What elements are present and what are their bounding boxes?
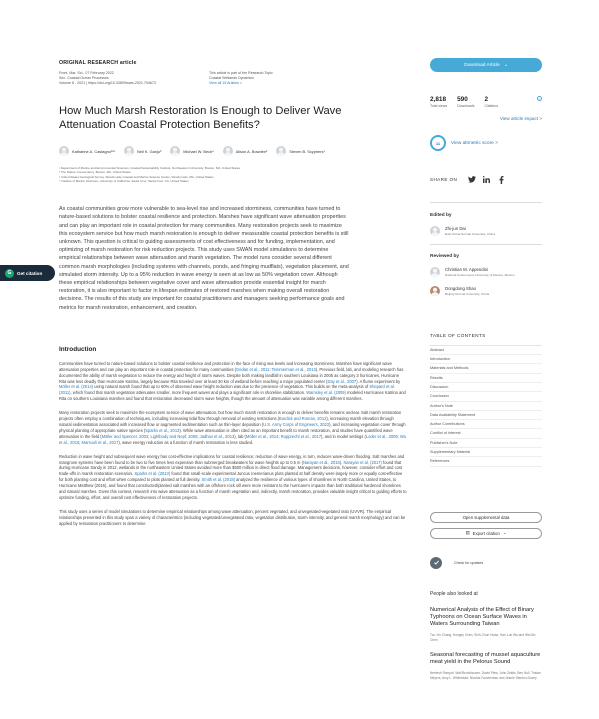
toc-item[interactable]: Introduction — [430, 355, 542, 364]
recommended-article[interactable] — [430, 607, 542, 642]
section-line: Sec. Coastal Ocean Processes — [59, 76, 109, 80]
reviewer-affiliation: Beijing Normal University, China — [445, 291, 490, 296]
introduction-paragraph — [59, 410, 407, 445]
article-sidebar — [430, 58, 542, 680]
author-entry[interactable] — [59, 146, 115, 156]
reference-link[interactable]: Smith et al. (2018) — [201, 477, 235, 483]
author-name: Michael W. Beck⁴ — [183, 148, 214, 154]
reference-link[interactable]: U.S. Army Corps of Engineers, 2022 — [263, 421, 330, 427]
export-icon: ▤ — [465, 530, 470, 536]
paragraph-text: using natural marsh found that up to 60% of observed wave height reduction was due to the presence of vegetation. This builds on the meta-analysis of — [93, 384, 370, 390]
reference-link[interactable]: Wu et al., 2016 — [59, 433, 407, 445]
reference-link[interactable]: Narayan et al., 2016 — [302, 459, 340, 465]
recommended-title[interactable]: Seasonal forecasting of mussel aquaculture meat yield in the Pelorus Sound — [430, 652, 541, 666]
paragraph-text: analyzed the resilience of various types of shorelines in North Carolina, United States, to Hurricane Matthew (2016), and found that constructed/planted salt marshes with an offshore rock sill were more resistant to the hurricane's impacts than both traditional hardened shorelines and natural marshes. Given this context, research into wave attenuation as a function of marsh vegetation and, indirectly, marsh restoration, provides valuable insight critical to guiding efforts to optimize funding, effort, and overall cost effectiveness of restoration projects. — [59, 477, 407, 500]
reference-link[interactable]: Loder et al., 2009 — [365, 433, 398, 439]
author-name: Katharine A. Castagno¹²* — [72, 148, 116, 154]
supplemental-label: Open supplemental data — [462, 514, 510, 520]
people-also-looked-heading: People also looked at — [430, 590, 478, 597]
view-article-impact-link[interactable]: View article impact > — [499, 116, 542, 121]
recommended-articles — [430, 607, 542, 681]
export-citation-label: Export citation — [472, 530, 500, 536]
avatar — [430, 286, 440, 296]
reference-link[interactable]: Shepard et al. (2011) — [59, 384, 395, 396]
paragraph-text: ), wave energy reduction as a function of marsh restoration is less studied. — [118, 439, 254, 445]
toc-item[interactable]: Materials and Methods — [430, 364, 542, 373]
paragraph-text: ), and increasing vegetation cover through physical planting of appropriate native species ( — [59, 421, 406, 433]
toc-item[interactable]: Abstract — [430, 346, 542, 355]
journal-line: Front. Mar. Sci., 07 February 2022 — [59, 71, 114, 75]
author-entry[interactable] — [223, 146, 268, 156]
metric-item — [484, 96, 498, 108]
introduction-paragraph — [59, 361, 407, 402]
article-type: ORIGINAL RESEARCH article — [59, 60, 137, 66]
avatar — [276, 146, 286, 156]
export-citation-button[interactable] — [430, 528, 542, 539]
reviewer-affiliation: National Autonomous University of Mexico, Mexico — [445, 273, 515, 278]
introduction-body — [59, 361, 409, 527]
share-bar — [430, 175, 542, 184]
avatar — [430, 267, 440, 277]
altmetric-badge-icon[interactable]: 11 — [430, 135, 446, 151]
chevron-down-icon: ⌄ — [503, 62, 508, 68]
reference-link[interactable]: Lightbody and Nepf, 2006 — [150, 433, 198, 439]
metric-value: 590 — [457, 96, 468, 103]
paragraph-text: ). While wave attenuation is often cited as an important benefit to marsh restoration, and studies have quantified wave attenuation in the field ( — [59, 427, 393, 439]
reference-link[interactable]: Burdick and Roman, 2012 — [279, 416, 327, 422]
topic-line: This article is part of the Research Topic — [209, 71, 273, 75]
toc-item[interactable]: Discussion — [430, 383, 542, 392]
author-name: Alison A. Bowden² — [235, 148, 268, 154]
recommended-authors: Neelesh Rampal, Wall Broekhuizen, David Plew, John Zeldis, Ben Noll, Tristan Meyers, Amy L. Whitehead, Nicolas Fauchereau and Jeanie Stenton-Dozey — [430, 671, 541, 680]
paragraph-text: found that small-scale experimental Juncus roemerianus plots planted at half density were largely more or equally cost-effective for both planting cost and effort when compared to plots planted at full density. — [59, 471, 403, 483]
reference-link[interactable]: Marsooli et al., 2017 — [81, 439, 119, 445]
citation-g-icon: G — [5, 269, 14, 278]
author-list — [59, 146, 359, 156]
edited-by-label: Edited by — [430, 212, 452, 218]
author-entry[interactable] — [276, 146, 324, 156]
journal-info — [59, 71, 209, 86]
paragraph-text: Reduction in wave height and subsequent wave energy has cost-effective implications for coastal resilience; reduction of wave energy, in turn, reduces wave-driven flooding. Salt marshes and mangrove systems have been found to be two to five times less expensive than submerged breakwaters for wave heights up to 0.5 m ( — [59, 453, 405, 465]
metric-label: Downloads — [457, 104, 475, 108]
research-topic-info — [209, 71, 273, 86]
metric-label: Total views — [430, 104, 448, 108]
paragraph-text: ). — [339, 459, 344, 465]
toc-item[interactable]: Data Availability Statement — [430, 411, 542, 420]
linkedin-icon[interactable] — [482, 175, 491, 184]
reference-link[interactable]: Gedan et al., 2011 — [236, 366, 270, 372]
article-main — [59, 60, 409, 527]
metric-item — [430, 96, 447, 108]
reference-link[interactable]: Temmerman et al., 2013 — [271, 366, 316, 372]
sidebar-divider — [430, 202, 542, 203]
view-altmetric-link[interactable]: View altmetric score > — [451, 140, 498, 146]
check-updates-label: Check for updates — [454, 560, 484, 565]
metric-value: 2 — [484, 96, 489, 103]
info-icon[interactable]: i — [537, 96, 542, 101]
paragraph-text: modeled Hurricanes Katrina and Rita on southern Louisiana marshes and found that restoration decreased storm wave heights, though the amount of attenuation was variable among different marshes. — [59, 390, 406, 402]
article-metrics — [430, 96, 542, 108]
paragraph-text: ; — [397, 433, 400, 439]
author-entry[interactable] — [170, 146, 213, 156]
recommended-title[interactable]: Numerical Analysis of the Effect of Binary Typhoons on Ocean Surface Waves in Waters Surrounding Taiwan — [430, 606, 534, 628]
affiliations — [59, 166, 409, 183]
avatar — [430, 226, 440, 236]
paragraph-text: This study uses a series of model simulations to determine empirical relationships among wave attenuation, percent vegetated, and unvegetated-vegetated ratio (UVVR). The empirical relationships presented in this study span a variety of characteristics (including vegetated/unvegetated ratio, vegetation distribution, storm intensity, and general marsh morphology) and can be applied by restoration practitioners to determine — [59, 508, 406, 526]
editor-name: Zhi-jun Dai — [445, 225, 466, 231]
avatar — [59, 146, 69, 156]
introduction-paragraph — [59, 454, 407, 501]
reviewer-details — [445, 267, 514, 277]
paragraph-text: found that during Hurricane Sandy in 2012, wetlands in the northeastern United States avoided more than $600 million in direct flood damage. Management decisions, however, consider effort and cost trade-offs in marsh restoration scenarios. — [59, 459, 403, 477]
reviewer-name: Christian M. Appendini — [445, 267, 488, 273]
avatar — [124, 146, 134, 156]
sidebar-divider — [430, 244, 542, 245]
toc-heading: TABLE OF CONTENTS — [430, 333, 486, 339]
toc-item[interactable]: Conclusion — [430, 392, 542, 401]
paragraph-text: , which found that marsh vegetation attenuates smaller, more frequent waves and plays a significant role in shoreline stabilization. — [70, 390, 307, 396]
metric-value: 2,818 — [430, 96, 446, 103]
paragraph-text: ). Previous field, lab, and modeling research has documented the ability of marsh vegetation to reduce the energy and height of storm waves. Despite both making landfall in southern Louisiana in 2005 as category 3 hurricanes, Hurricane Rita was less deadly than Hurricane Katrina, largely because Rita traveled over at least 30 km of wetland before reaching a major populated center ( — [59, 366, 404, 384]
reference-link[interactable]: Sparks et al. (2013) — [134, 471, 171, 477]
share-label: SHARE ON — [430, 177, 458, 182]
editor-affiliation: East China Normal University, China — [445, 231, 495, 236]
view-topic-articles-link[interactable]: View all 15 Articles > — [209, 81, 242, 85]
abstract-text: As coastal communities grow more vulnerable to sea-level rise and increased storminess, communities have turned to nature-based solutions to bolster coastal resilience and protection. Marshes have significant wave attenuation properties and can play an important role in coastal protection for many communities. Many restoration projects seek to maximize this ecosystem service but how much marsh restoration is enough to deliver measurable coastal protection benefits is still unknown. This question is critical to guiding assessments of cost effectiveness and for funding, implementation, and optimizing of marsh restoration for risk reduction projects. This study uses SWAN model simulations to determine empirical relationships between wave attenuation and marsh vegetation. The model runs consider several different common marsh morphologies (including systems with channels, ponds, and fringing mudflats), vegetation placement, and simulated storm intensity. Up to a 95% reduction in wave energy is seen at as low as 50% vegetation cover. Although these empirical relationships between vegetative cover and wave attenuation provide essential insight for marsh restoration, it is also important to factor in lifespan estimates of restored marshes when making overall restoration decisions. The results of this study are important for coastal practitioners and managers seeking performance goals and metrics for marsh restoration, enhancement, and creation. — [59, 206, 349, 311]
affiliation-line: ¹ Department of Marine and Environmental Sciences, Coastal Sustainability Institute, Northeastern University, Boston, MA, United States — [59, 166, 241, 170]
avatar — [170, 146, 180, 156]
paragraph-text: ; — [269, 366, 272, 372]
reference-link[interactable]: Möller et al. (2014) — [59, 384, 94, 390]
author-entry[interactable] — [124, 146, 161, 156]
paragraph-text: ; — [79, 439, 82, 445]
reference-link[interactable]: Möller et al., 2014 — [245, 433, 279, 439]
toc-item[interactable]: Supplementary Material — [430, 448, 542, 457]
toc-item[interactable]: References — [430, 457, 542, 466]
toc-item[interactable]: Publisher's Note — [430, 439, 542, 448]
article-meta — [59, 71, 409, 86]
facebook-icon[interactable] — [497, 175, 506, 184]
paragraph-text: ), and in model settings ( — [321, 433, 366, 439]
paragraph-text: ; — [197, 433, 200, 439]
reference-link[interactable]: Wamsley et al. (2009) — [306, 390, 346, 396]
altmetric-section — [430, 135, 542, 151]
recommended-article[interactable] — [430, 652, 542, 680]
paragraph-text: ), lab ( — [234, 433, 246, 439]
metric-item — [457, 96, 474, 108]
affiliation-line: ³ United States Geological Survey, Woods Hole Coastal and Marine Science Center, Woods Hole, MA, United States — [59, 174, 214, 179]
toc-item[interactable]: Conflict of Interest — [430, 429, 542, 438]
reviewed-by-label: Reviewed by — [430, 254, 460, 260]
get-citation-button[interactable] — [0, 265, 55, 281]
affiliation-line: ² The Nature Conservancy, Boston, MA, United States — [59, 170, 131, 175]
reviewer-entry[interactable] — [430, 286, 542, 296]
affiliation-line: ⁴ Institute of Marine Sciences, University of California, Santa Cruz, Santa Cruz, CA, United States — [59, 178, 189, 183]
paragraph-text: Many restoration projects seek to maximize the ecosystem service of wave attenuation, but how much marsh restoration is enough to deliver benefits remains unclear. Salt marsh restoration projects often employ a combination of techniques, including increasing tidal flow through removal of existing restrictions ( — [59, 410, 402, 422]
download-article-button[interactable] — [430, 58, 542, 72]
reference-link[interactable]: Möller and Spencer, 2002 — [101, 433, 149, 439]
open-supplemental-data-button[interactable] — [430, 512, 542, 523]
toc-item[interactable]: Author's Note — [430, 402, 542, 411]
reviewer-name: Dongdong Shao — [445, 285, 477, 291]
paragraph-text: ; — [278, 433, 281, 439]
get-citation-label: Get citation — [17, 270, 43, 276]
editor-entry[interactable] — [430, 226, 542, 236]
author-name: Neil K. Ganju³ — [137, 148, 162, 154]
check-updates-icon — [430, 557, 442, 569]
paragraph-text: ; — [148, 433, 151, 439]
paragraph-text: ), increasing marsh elevation through natural sedimentation associated with increased flow or augmented sedimentation such as thin-layer deposition ( — [59, 416, 394, 427]
table-of-contents — [430, 345, 542, 467]
introduction-paragraph — [59, 509, 407, 527]
reference-link[interactable]: Day et al., 2007 — [327, 378, 357, 384]
article-title: How Much Marsh Restoration Is Enough to Deliver Wave Attenuation Coastal Protection Benefits? — [59, 105, 342, 131]
volume-line: Volume 8 - 2021 | https://doi.org/10.3389/fmars.2021.794673 — [59, 81, 156, 85]
topic-name: Coastal Wetlands Dynamics — [209, 76, 254, 80]
reference-link[interactable]: Jadhav et al., 2013 — [199, 433, 235, 439]
reference-link[interactable]: Narayan et al. (2017) — [343, 459, 382, 465]
recommended-authors: Tzu-Yin Chang, Hongey Chen, Shih-Chun Hsiao, Han-Lun Wu and Wei-Bo Chen — [430, 633, 536, 642]
chevron-down-icon: ⌄ — [502, 530, 507, 536]
reviewer-list — [430, 267, 542, 295]
paragraph-text: Communities have turned to nature-based solutions to bolster coastal resilience and protection in the face of rising sea levels and increasing storminess. Marshes have significant wave attenuation properties and can play an important role in coastal protection for many communities ( — [59, 360, 392, 372]
reviewer-entry[interactable] — [430, 267, 542, 277]
avatar — [223, 146, 233, 156]
reference-link[interactable]: Rupprecht et al., 2017 — [280, 433, 322, 439]
toc-item[interactable]: Author Contributions — [430, 420, 542, 429]
author-name: Steven B. Scyphers¹ — [289, 148, 325, 154]
toc-item[interactable]: Results — [430, 374, 542, 383]
reviewer-details — [445, 286, 489, 296]
metric-label: Citations — [484, 104, 499, 108]
introduction-heading: Introduction — [59, 345, 97, 353]
reference-link[interactable]: Sparks et al., 2013 — [145, 427, 180, 433]
twitter-icon[interactable] — [467, 175, 476, 184]
download-article-label: Download Article — [464, 62, 500, 68]
check-for-updates[interactable] — [430, 557, 542, 569]
paragraph-text: ). A flume experiment by — [356, 378, 401, 384]
